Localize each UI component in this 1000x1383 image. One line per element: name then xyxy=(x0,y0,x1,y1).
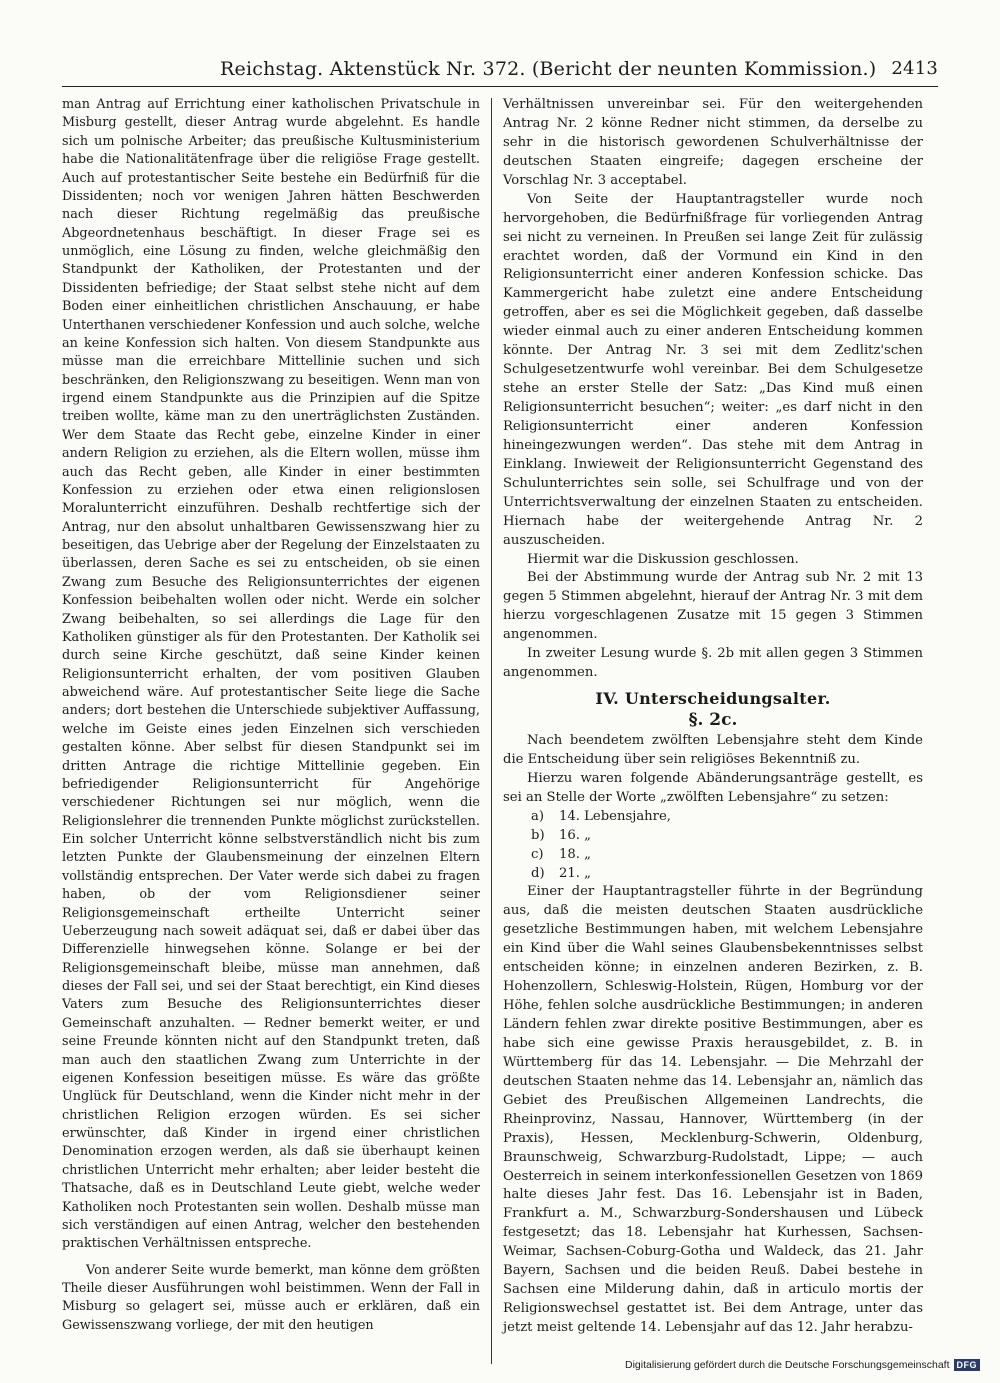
left-column xyxy=(62,96,480,1335)
funding-credit: Digitalisierung gefördert durch die Deutsche Forschungsgemeinschaft xyxy=(624,1359,950,1371)
section-heading: IV. Unterscheidungsalter. xyxy=(595,689,831,709)
amendment-item: b) 16. „ xyxy=(531,827,591,843)
running-title: Reichstag. Aktenstück Nr. 372. (Bericht der neunten Kommission.) xyxy=(220,58,877,80)
left-paragraph-2: Von anderer Seite wurde bemerkt, man könne dem größten Theile dieser Ausführungen wohl beistimmen. Wenn der Fall in Misburg so gelagert sei, müsse auch er erklären, daß ein Gewissenszwang vorliege, der mit den heutigen xyxy=(62,1262,480,1333)
right-paragraph-7: Einer der Hauptantragsteller führte in der Begründung aus, daß die meisten deutschen Staaten ausdrückliche gesetzliche Bestimmungen haben, mit welchem Lebensjahre ein Kind über die Wahl seines Glaubensbekenntnisses selbst entscheiden könne; in einzelnen anderen Bezirken, z. B. Hohenzollern, Schleswig-Holstein, Rügen, Homburg vor der Höhe, fehlen solche ausdrückliche Bestimmungen; in anderen Ländern fehlen zwar direkte positive Bestimmungen, aber es habe sich eine gewisse Praxis herausgebildet, z. B. in Württemberg für das 14. Lebensjahr. — Die Mehrzahl der deutschen Staaten nehme das 14. Lebensjahr an, nämlich das Gebiet des Preußischen Allgemeinen Landrechts, die Rheinprovinz, Nassau, Hannover, Württemberg (in der Praxis), Hessen, Mecklenburg-Schwerin, Oldenburg, Braunschweig, Schwarzburg-Rudolstadt, Lippe; — auch Oesterreich in seinem interkonfessionellen Gesetzen von 1869 halte dieses Jahr fest. Das 16. Lebensjahr ist in Baden, Frankfurt a. M., Schwarzburg-Sondershausen und Lübeck festgesetzt; das 18. Lebensjahr hat Kurhessen, Sachsen-Weimar, Sachsen-Coburg-Gotha und Waldeck, das 21. Jahr Bayern, Sachsen und die beiden Reuß. Dabei bestehe in Sachsen eine Milderung dahin, daß in articulo mortis der Religionswechsel gestattet ist. Bei dem Antrage, unter das jetzt meist geltende 14. Lebensjahr auf das 12. Jahr herabzu- xyxy=(503,884,923,1335)
amendment-list xyxy=(531,808,923,884)
right-paragraph-1: Verhältnissen unvereinbar sei. Für den weitergehenden Antrag Nr. 2 könne Redner nicht stimmen, da derselbe zu sehr in die historisch gewordenen Schulverhältnisse der deutschen Staaten eingreife; dagegen erscheine der Vorschlag Nr. 3 acceptabel. xyxy=(503,97,923,188)
amendment-item: c) 18. „ xyxy=(531,846,591,862)
right-paragraph-6: Hierzu waren folgende Abänderungsanträge gestellt, es sei an Stelle der Worte „zwölften Lebensjahre“ zu setzen: xyxy=(503,770,923,805)
right-paragraph-5: In zweiter Lesung wurde §. 2b mit allen gegen 3 Stimmen angenommen. xyxy=(503,646,923,681)
right-column xyxy=(503,96,923,1338)
statute-quote: Nach beendetem zwölften Lebensjahre steht dem Kinde die Entscheidung über sein religiöses Bekenntniß zu. xyxy=(503,732,923,767)
statute-text xyxy=(503,732,923,770)
page-footer xyxy=(625,1359,980,1371)
paragraph-heading: §. 2c. xyxy=(688,710,738,730)
paragraph-gap xyxy=(62,1254,480,1262)
left-paragraph-1: man Antrag auf Errichtung einer katholischen Privatschule in Misburg gestellt, dieser Antrag wurde abgelehnt. Es handle sich um polnische Arbeiter; das preußische Kultusministerium habe die Nationalitätenfrage über die religiöse Frage gestellt. Auch auf protestantischer Seite bestehe ein Bedürfniß für die Dissidenten; noch vor wenigen Jahren hätten Beschwerden nach dieser Richtung regelmäßig das preußische Abgeordnetenhaus beschäftigt. In dieser Frage sei es unmöglich, eine Lösung zu finden, welche gleichmäßig den Standpunkt der Katholiken, der Protestanten und der Dissidenten befriedige; der Staat selbst stehe nicht auf dem Boden einer einheitlichen christlichen Anschauung, er habe Unterthanen verschiedener Konfession und auch solche, welche an keine Konfession sich halten. Von diesem Standpunkte aus müsse man die erreichbare Mittellinie suchen und sich beschränken, den Religionszwang zu beseitigen. Wenn man von irgend einem Standpunkte aus die Prinzipien auf die Spitze treiben wollte, käme man zu den unerträglichsten Zuständen. Wer dem Staate das Recht gebe, einzelne Kinder in einer andern Religion zu erziehen, als die Eltern wollen, müsse ihm auch das Recht geben, alle Kinder in einer bestimmten Konfession zu erziehen oder etwa einen religionslosen Moralunterricht einzuführen. Deshalb rechtfertige sich der Antrag, nur den absolut unhaltbaren Gewissenszwang hier zu beseitigen, das Uebrige aber der Regelung der Einzelstaaten zu überlassen, deren Sache es sei zu entscheiden, ob sie einen Zwang zum Besuche des Religionsunterrichtes der eigenen Konfession beibehalten wollen oder nicht. Werde ein solcher Zwang beibehalten, so sei allerdings die Lage für den Katholiken günstiger als für den Protestanten. Der Katholik sei durch seine Kirche geschützt, daß seine Kinder keinen Religionsunterricht erhalten, der vom positiven Glauben abweichend wäre. Auf protestantischer Seite liege die Sache anders; dort bestehen die Unterschiede subjektiver Auffassung, welche im Geiste eines jeden Einzelnen sich verschieden gestalten könne. Aber selbst für diesen Standpunkt sei im dritten Antrage die richtige Mittellinie gegeben. Ein befriedigender Religionsunterricht für Angehörige verschiedener Richtungen sei nur möglich, wenn die Religionslehrer die trennenden Punkte möglichst zurückstellen. Ein solcher Unterricht könne selbstverständlich nicht bis zum letzten Punkte der Glaubensmeinung der einzelnen Eltern vollständig entsprechen. Der Vater werde sich dabei zu fragen haben, ob der vom Religionsdiener seiner Religionsgemeinschaft ertheilte Unterricht seiner Ueberzeugung nach soweit adäquat sei, daß er dabei über das Differenzielle hinwegsehen könne. Solange er bei der Religionsgemeinschaft bleibe, müsse man annehmen, daß dieses der Fall sei, und sei der Staat berechtigt, ein Kind dieses Vaters zum Besuche des Religionsunterrichtes dieser Gemeinschaft anzuhalten. — Redner bemerkt weiter, er und seine Freunde könnten nicht auf den Standpunkt treten, daß man auch den staatlichen Zwang zum Unterrichte in der eigenen Konfession beseitigen müsse. Es wäre das größte Unglück für Deutschland, wenn die Kinder nicht mehr in der christlichen Religion erzogen würden. Es sei sicher erwünschter, daß Kinder in irgend einer christlichen Denomination erzogen werden, als daß sie überhaupt keinen christlichen Unterricht mehr erhalten; aber leider besteht die Thatsache, daß es in Deutschland Leute giebt, welche weder Katholiken noch Protestanten sein wollen. Deshalb müsse man sich verständigen auf einen Antrag, welcher den bestehenden praktischen Verhältnissen entspreche. xyxy=(62,97,480,1252)
column-divider xyxy=(491,98,492,1364)
right-paragraph-4: Bei der Abstimmung wurde der Antrag sub Nr. 2 mit 13 gegen 5 Stimmen abgelehnt, hierauf der Antrag Nr. 3 mit dem hierzu vorgeschlagenen Zusatze mit 15 gegen 3 Stimmen angenommen. xyxy=(503,570,923,643)
dfg-logo: DFG xyxy=(954,1359,981,1371)
page-number: 2413 xyxy=(891,58,938,79)
page-header xyxy=(62,56,938,87)
right-paragraph-2: Von Seite der Hauptantragsteller wurde noch hervorgehoben, die Bedürfnißfrage für vorliegenden Antrag sei nicht zu verneinen. In Preußen sei lange Zeit für zulässig erachtet worden, daß der Vormund ein Kind in den Religionsunterricht einer anderen Konfession schicke. Das Kammergericht habe zuletzt eine andere Entscheidung getroffen, aber es sei die Möglichkeit gegeben, daß dasselbe wieder einmal auch zu einer anderen Entscheidung kommen könnte. Der Antrag Nr. 3 sei mit dem Zedlitz'schen Schulgesetzentwurfe wohl vereinbar. Bei dem Schulgesetze stehe an erster Stelle der Satz: „Das Kind muß einen Religionsunterricht besuchen“; weiter: „es darf nicht in den Religionsunterricht einer anderen Konfession hineingezwungen werden“. Das stehe mit dem Antrag in Einklang. Inwieweit der Religionsunterricht Gegenstand des Schulunterrichtes sein solle, sei Schulfrage und von der Unterrichtsverwaltung der einzelnen Staaten zu entscheiden. Hiernach habe der weitergehende Antrag Nr. 2 auszuscheiden. xyxy=(503,191,923,548)
right-paragraph-3: Hiermit war die Diskussion geschlossen. xyxy=(527,551,799,567)
amendment-item: a) 14. Lebensjahre, xyxy=(531,808,671,824)
amendment-item: d) 21. „ xyxy=(531,865,591,881)
